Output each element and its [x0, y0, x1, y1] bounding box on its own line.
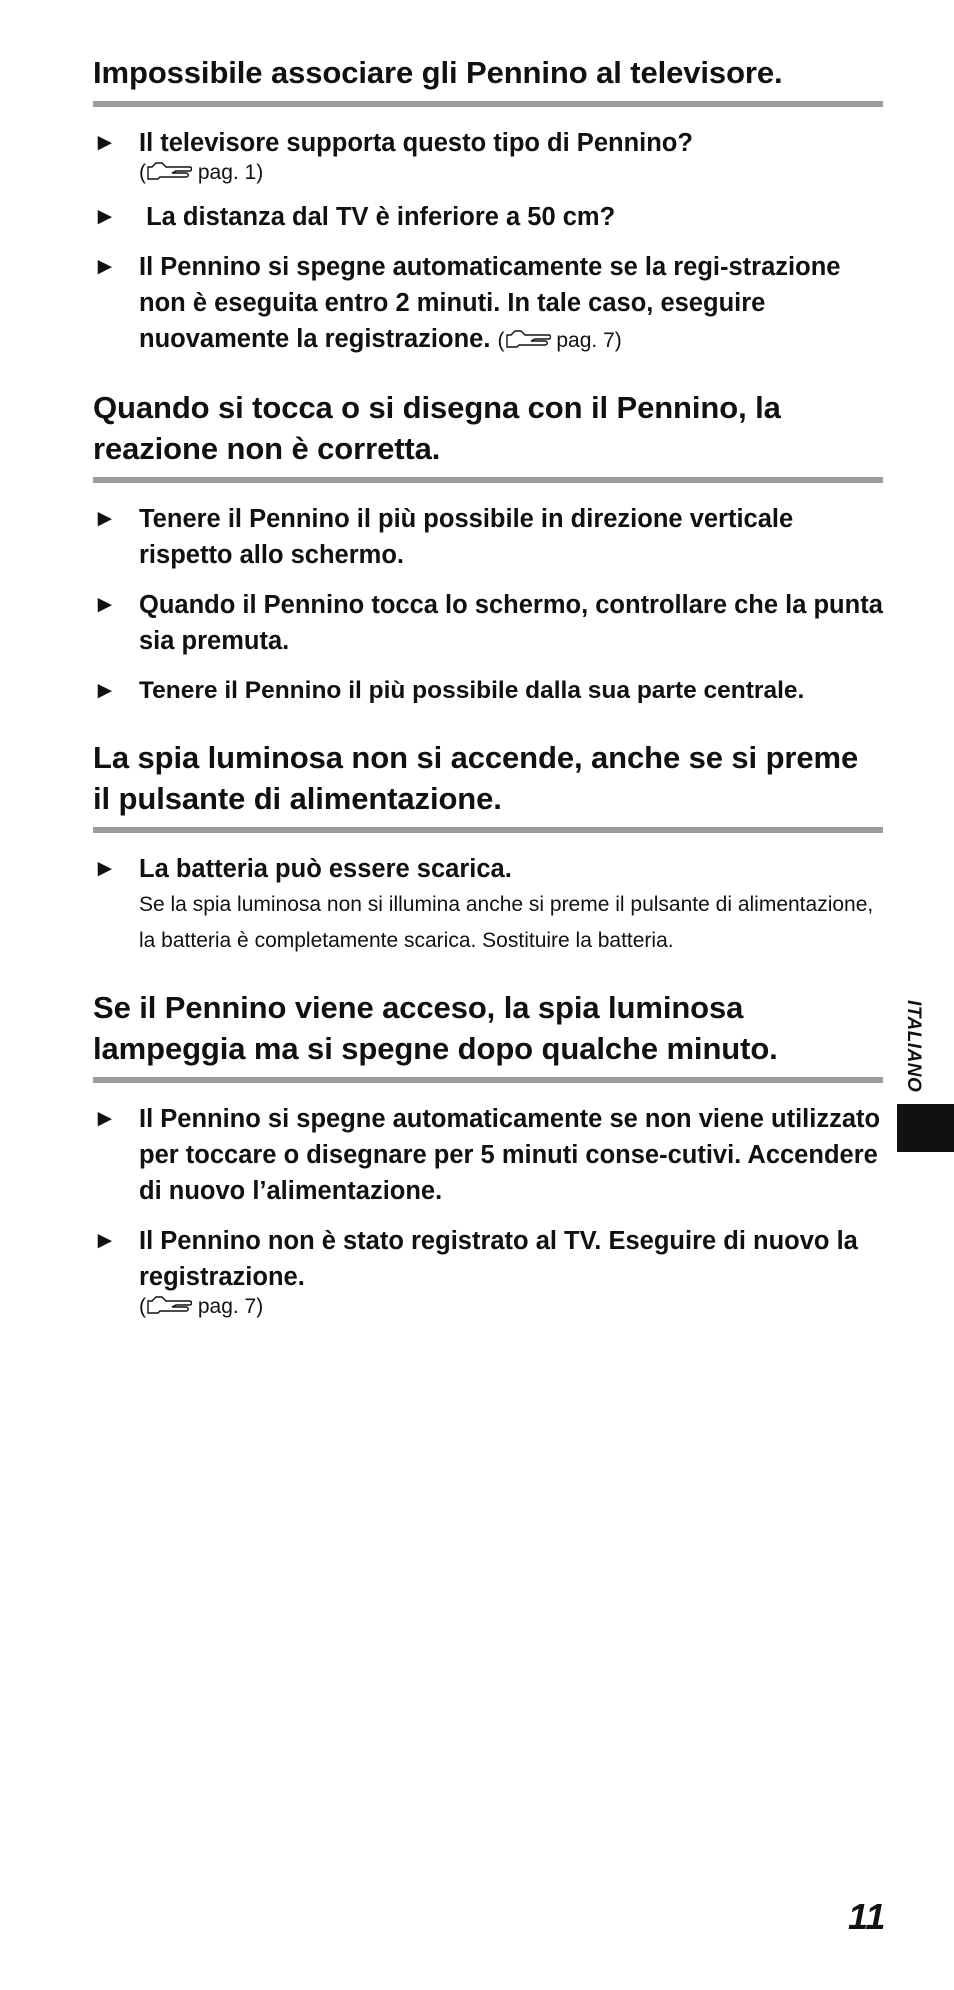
section-divider — [93, 101, 883, 107]
language-label-text: ITALIANO — [903, 1000, 924, 1093]
list-item — [93, 1223, 883, 1319]
section-divider — [93, 827, 883, 833]
page-reference: ( pag. 7) — [498, 329, 622, 352]
page-reference: ( pag. 1) — [139, 161, 264, 184]
item-text: Il Pennino non è stato registrato al TV. Eseguire di nuovo la registrazione. — [139, 1227, 858, 1291]
item-text: Il Pennino si spegne automaticamente se non viene utilizzato per toccare o disegnare per 5 minuti conse-cutivi. Accendere di nuovo l’alimentazione. — [139, 1105, 881, 1205]
right-pointer-icon: ► — [93, 505, 117, 532]
section-pairing — [93, 52, 883, 359]
item-text: Tenere il Pennino il più possibile in direzione verticale rispetto allo schermo. — [139, 505, 794, 569]
section-title: La spia luminosa non si accende, anche se si preme il pulsante di alimentazione. — [93, 740, 859, 816]
item-text: Il Pennino si spegne automaticamente se la regi-strazione non è eseguita entro 2 minuti. In tale caso, eseguire nuovamente la registrazione. — [139, 253, 841, 353]
right-pointer-icon: ► — [93, 855, 117, 882]
right-pointer-icon: ► — [93, 129, 117, 156]
list-item — [93, 673, 883, 709]
section-title: Se il Pennino viene acceso, la spia luminosa lampeggia ma si spegne dopo qualche minuto. — [93, 990, 778, 1066]
item-text: Il televisore supporta questo tipo di Pennino? — [139, 129, 693, 157]
section-touch-reaction — [93, 387, 883, 709]
section-indicator-blinking — [93, 987, 883, 1319]
right-pointer-icon: ► — [93, 1227, 117, 1254]
page-content — [93, 52, 883, 1347]
right-pointer-icon: ► — [93, 1105, 117, 1132]
list-item — [93, 851, 883, 959]
section-title: Quando si tocca o si disegna con il Pennino, la reazione non è corretta. — [93, 390, 781, 466]
item-text: La batteria può essere scarica. — [139, 855, 512, 883]
language-tab-marker — [897, 1104, 954, 1152]
list-item — [93, 249, 883, 359]
item-text-block — [139, 249, 883, 359]
section-divider — [93, 1077, 883, 1083]
pointing-hand-icon — [146, 1295, 192, 1315]
right-pointer-icon: ► — [93, 253, 117, 280]
page-ref-text: pag. 1 — [197, 161, 257, 184]
section-indicator-off — [93, 737, 883, 959]
language-label — [897, 1000, 927, 1100]
right-pointer-icon: ► — [93, 591, 117, 618]
list-item — [93, 125, 883, 185]
pointing-hand-icon — [146, 161, 192, 181]
list-item — [93, 199, 883, 235]
section-divider — [93, 477, 883, 483]
right-pointer-icon: ► — [93, 203, 117, 230]
list-item — [93, 501, 883, 573]
right-pointer-icon: ► — [93, 677, 117, 704]
item-text: La distanza dal TV è inferiore a 50 cm? — [139, 203, 616, 231]
page-reference: ( pag. 7) — [139, 1295, 264, 1318]
item-text: Quando il Pennino tocca lo schermo, controllare che la punta sia premuta. — [139, 591, 883, 655]
item-description: Se la spia luminosa non si illumina anche si preme il pulsante di alimentazione, la batteria è completamente scarica. Sostituire la batteria. — [139, 893, 874, 952]
pointing-hand-icon — [505, 325, 551, 345]
list-item — [93, 1101, 883, 1209]
page-ref-text: pag. 7 — [556, 329, 615, 352]
page-ref-text: pag. 7 — [197, 1295, 257, 1318]
item-text: Tenere il Pennino il più possibile dalla sua parte centrale. — [139, 677, 805, 704]
list-item — [93, 587, 883, 659]
page-number: 11 — [848, 1896, 886, 1937]
section-title: Impossibile associare gli Pennino al televisore. — [93, 55, 783, 90]
